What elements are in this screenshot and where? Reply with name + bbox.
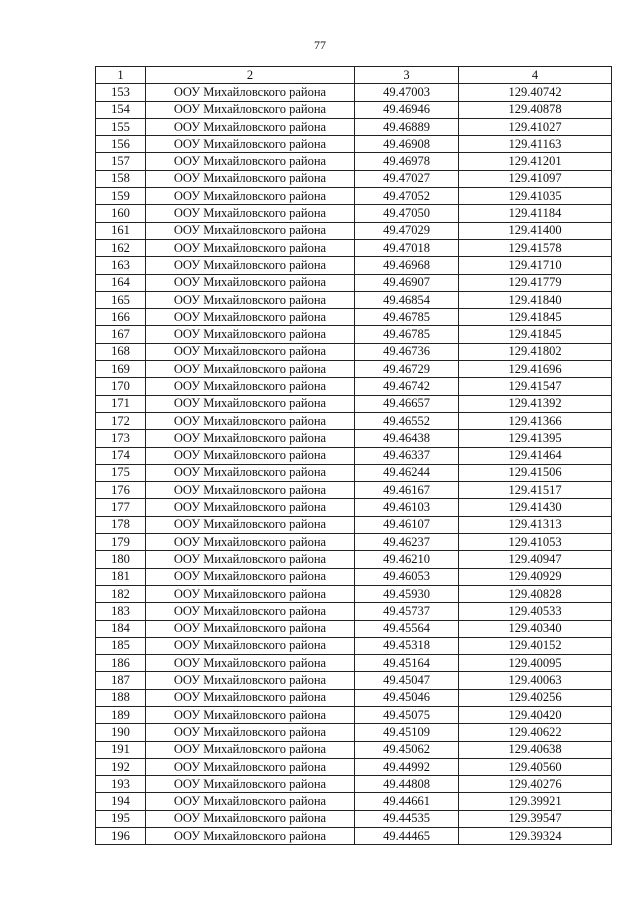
organization-cell: ООУ Михайловского района bbox=[146, 551, 355, 568]
table-row bbox=[96, 741, 612, 758]
header-cell-1: 1 bbox=[96, 67, 146, 84]
latitude-cell: 49.44992 bbox=[355, 758, 459, 775]
longitude-cell: 129.41517 bbox=[459, 482, 612, 499]
organization-cell: ООУ Михайловского района bbox=[146, 672, 355, 689]
longitude-cell: 129.41578 bbox=[459, 239, 612, 256]
longitude-cell: 129.40828 bbox=[459, 585, 612, 602]
row-number-cell: 184 bbox=[96, 620, 146, 637]
row-number-cell: 182 bbox=[96, 585, 146, 602]
table-row bbox=[96, 793, 612, 810]
latitude-cell: 49.46210 bbox=[355, 551, 459, 568]
latitude-cell: 49.46167 bbox=[355, 482, 459, 499]
latitude-cell: 49.45046 bbox=[355, 689, 459, 706]
table-row bbox=[96, 343, 612, 360]
row-number-cell: 178 bbox=[96, 516, 146, 533]
row-number-cell: 189 bbox=[96, 706, 146, 723]
organization-cell: ООУ Михайловского района bbox=[146, 118, 355, 135]
latitude-cell: 49.45164 bbox=[355, 655, 459, 672]
table-header-row bbox=[96, 67, 612, 84]
row-number-cell: 159 bbox=[96, 188, 146, 205]
organization-cell: ООУ Михайловского района bbox=[146, 205, 355, 222]
table-row bbox=[96, 568, 612, 585]
organization-cell: ООУ Михайловского района bbox=[146, 499, 355, 516]
longitude-cell: 129.41710 bbox=[459, 257, 612, 274]
table-row bbox=[96, 689, 612, 706]
page-number: 77 bbox=[314, 38, 326, 52]
table-row bbox=[96, 153, 612, 170]
longitude-cell: 129.41184 bbox=[459, 205, 612, 222]
organization-cell: ООУ Михайловского района bbox=[146, 343, 355, 360]
table-row bbox=[96, 655, 612, 672]
row-number-cell: 165 bbox=[96, 291, 146, 308]
latitude-cell: 49.46785 bbox=[355, 309, 459, 326]
organization-cell: ООУ Михайловского района bbox=[146, 620, 355, 637]
row-number-cell: 170 bbox=[96, 378, 146, 395]
longitude-cell: 129.39324 bbox=[459, 828, 612, 845]
longitude-cell: 129.41395 bbox=[459, 430, 612, 447]
table-row bbox=[96, 326, 612, 343]
latitude-cell: 49.47050 bbox=[355, 205, 459, 222]
table-row bbox=[96, 620, 612, 637]
organization-cell: ООУ Михайловского района bbox=[146, 101, 355, 118]
latitude-cell: 49.44535 bbox=[355, 810, 459, 827]
longitude-cell: 129.40878 bbox=[459, 101, 612, 118]
organization-cell: ООУ Михайловского района bbox=[146, 291, 355, 308]
header-cell-4: 4 bbox=[459, 67, 612, 84]
longitude-cell: 129.41840 bbox=[459, 291, 612, 308]
latitude-cell: 49.46742 bbox=[355, 378, 459, 395]
table-row bbox=[96, 101, 612, 118]
table-row bbox=[96, 672, 612, 689]
table-row bbox=[96, 464, 612, 481]
table-row bbox=[96, 724, 612, 741]
table-row bbox=[96, 603, 612, 620]
longitude-cell: 129.40095 bbox=[459, 655, 612, 672]
organization-cell: ООУ Михайловского района bbox=[146, 568, 355, 585]
row-number-cell: 188 bbox=[96, 689, 146, 706]
organization-cell: ООУ Михайловского района bbox=[146, 758, 355, 775]
latitude-cell: 49.46107 bbox=[355, 516, 459, 533]
organization-cell: ООУ Михайловского района bbox=[146, 776, 355, 793]
row-number-cell: 154 bbox=[96, 101, 146, 118]
organization-cell: ООУ Михайловского района bbox=[146, 810, 355, 827]
table-row bbox=[96, 810, 612, 827]
longitude-cell: 129.41696 bbox=[459, 361, 612, 378]
longitude-cell: 129.40742 bbox=[459, 84, 612, 101]
longitude-cell: 129.39547 bbox=[459, 810, 612, 827]
organization-cell: ООУ Михайловского района bbox=[146, 447, 355, 464]
table-row bbox=[96, 395, 612, 412]
table-row bbox=[96, 309, 612, 326]
row-number-cell: 177 bbox=[96, 499, 146, 516]
row-number-cell: 153 bbox=[96, 84, 146, 101]
organization-cell: ООУ Михайловского района bbox=[146, 222, 355, 239]
row-number-cell: 190 bbox=[96, 724, 146, 741]
organization-cell: ООУ Михайловского района bbox=[146, 828, 355, 845]
latitude-cell: 49.46657 bbox=[355, 395, 459, 412]
latitude-cell: 49.45737 bbox=[355, 603, 459, 620]
longitude-cell: 129.40929 bbox=[459, 568, 612, 585]
latitude-cell: 49.47029 bbox=[355, 222, 459, 239]
row-number-cell: 166 bbox=[96, 309, 146, 326]
organization-cell: ООУ Михайловского района bbox=[146, 637, 355, 654]
row-number-cell: 156 bbox=[96, 136, 146, 153]
organization-cell: ООУ Михайловского района bbox=[146, 136, 355, 153]
table-row bbox=[96, 239, 612, 256]
organization-cell: ООУ Михайловского района bbox=[146, 326, 355, 343]
longitude-cell: 129.41201 bbox=[459, 153, 612, 170]
organization-cell: ООУ Михайловского района bbox=[146, 257, 355, 274]
table-row bbox=[96, 291, 612, 308]
longitude-cell: 129.41400 bbox=[459, 222, 612, 239]
latitude-cell: 49.46438 bbox=[355, 430, 459, 447]
latitude-cell: 49.46552 bbox=[355, 412, 459, 429]
table-body bbox=[96, 84, 612, 845]
latitude-cell: 49.46103 bbox=[355, 499, 459, 516]
longitude-cell: 129.41163 bbox=[459, 136, 612, 153]
organization-cell: ООУ Михайловского района bbox=[146, 430, 355, 447]
organization-cell: ООУ Михайловского района bbox=[146, 378, 355, 395]
organization-cell: ООУ Михайловского района bbox=[146, 689, 355, 706]
table-row bbox=[96, 118, 612, 135]
organization-cell: ООУ Михайловского района bbox=[146, 603, 355, 620]
longitude-cell: 129.41027 bbox=[459, 118, 612, 135]
row-number-cell: 175 bbox=[96, 464, 146, 481]
organization-cell: ООУ Михайловского района bbox=[146, 585, 355, 602]
organization-cell: ООУ Михайловского района bbox=[146, 188, 355, 205]
row-number-cell: 173 bbox=[96, 430, 146, 447]
organization-cell: ООУ Михайловского района bbox=[146, 395, 355, 412]
row-number-cell: 195 bbox=[96, 810, 146, 827]
organization-cell: ООУ Михайловского района bbox=[146, 239, 355, 256]
organization-cell: ООУ Михайловского района bbox=[146, 706, 355, 723]
latitude-cell: 49.46244 bbox=[355, 464, 459, 481]
row-number-cell: 194 bbox=[96, 793, 146, 810]
organization-cell: ООУ Михайловского района bbox=[146, 274, 355, 291]
organization-cell: ООУ Михайловского района bbox=[146, 516, 355, 533]
row-number-cell: 174 bbox=[96, 447, 146, 464]
latitude-cell: 49.46736 bbox=[355, 343, 459, 360]
row-number-cell: 179 bbox=[96, 534, 146, 551]
latitude-cell: 49.44661 bbox=[355, 793, 459, 810]
organization-cell: ООУ Михайловского района bbox=[146, 170, 355, 187]
row-number-cell: 186 bbox=[96, 655, 146, 672]
organization-cell: ООУ Михайловского района bbox=[146, 724, 355, 741]
table-row bbox=[96, 222, 612, 239]
latitude-cell: 49.46729 bbox=[355, 361, 459, 378]
row-number-cell: 196 bbox=[96, 828, 146, 845]
organization-cell: ООУ Михайловского района bbox=[146, 153, 355, 170]
latitude-cell: 49.46785 bbox=[355, 326, 459, 343]
longitude-cell: 129.41430 bbox=[459, 499, 612, 516]
table-row bbox=[96, 637, 612, 654]
organization-cell: ООУ Михайловского района bbox=[146, 464, 355, 481]
longitude-cell: 129.40622 bbox=[459, 724, 612, 741]
organization-cell: ООУ Михайловского района bbox=[146, 655, 355, 672]
row-number-cell: 176 bbox=[96, 482, 146, 499]
latitude-cell: 49.46907 bbox=[355, 274, 459, 291]
organization-cell: ООУ Михайловского района bbox=[146, 361, 355, 378]
longitude-cell: 129.41845 bbox=[459, 326, 612, 343]
row-number-cell: 185 bbox=[96, 637, 146, 654]
row-number-cell: 191 bbox=[96, 741, 146, 758]
longitude-cell: 129.41392 bbox=[459, 395, 612, 412]
row-number-cell: 193 bbox=[96, 776, 146, 793]
latitude-cell: 49.46337 bbox=[355, 447, 459, 464]
table-row bbox=[96, 828, 612, 845]
longitude-cell: 129.40276 bbox=[459, 776, 612, 793]
row-number-cell: 163 bbox=[96, 257, 146, 274]
latitude-cell: 49.47003 bbox=[355, 84, 459, 101]
row-number-cell: 192 bbox=[96, 758, 146, 775]
longitude-cell: 129.41366 bbox=[459, 412, 612, 429]
table-row bbox=[96, 499, 612, 516]
row-number-cell: 180 bbox=[96, 551, 146, 568]
organization-cell: ООУ Михайловского района bbox=[146, 793, 355, 810]
row-number-cell: 157 bbox=[96, 153, 146, 170]
table-row bbox=[96, 274, 612, 291]
latitude-cell: 49.47052 bbox=[355, 188, 459, 205]
longitude-cell: 129.41464 bbox=[459, 447, 612, 464]
latitude-cell: 49.45047 bbox=[355, 672, 459, 689]
longitude-cell: 129.40256 bbox=[459, 689, 612, 706]
latitude-cell: 49.45062 bbox=[355, 741, 459, 758]
longitude-cell: 129.40533 bbox=[459, 603, 612, 620]
row-number-cell: 164 bbox=[96, 274, 146, 291]
row-number-cell: 160 bbox=[96, 205, 146, 222]
table-row bbox=[96, 551, 612, 568]
longitude-cell: 129.40420 bbox=[459, 706, 612, 723]
organization-cell: ООУ Михайловского района bbox=[146, 412, 355, 429]
table-row bbox=[96, 706, 612, 723]
coordinates-table bbox=[95, 66, 612, 845]
table-row bbox=[96, 205, 612, 222]
table-row bbox=[96, 758, 612, 775]
table-row bbox=[96, 361, 612, 378]
row-number-cell: 155 bbox=[96, 118, 146, 135]
row-number-cell: 162 bbox=[96, 239, 146, 256]
longitude-cell: 129.41506 bbox=[459, 464, 612, 481]
row-number-cell: 168 bbox=[96, 343, 146, 360]
latitude-cell: 49.45075 bbox=[355, 706, 459, 723]
row-number-cell: 161 bbox=[96, 222, 146, 239]
table-row bbox=[96, 516, 612, 533]
longitude-cell: 129.40063 bbox=[459, 672, 612, 689]
table-row bbox=[96, 257, 612, 274]
latitude-cell: 49.46968 bbox=[355, 257, 459, 274]
longitude-cell: 129.40560 bbox=[459, 758, 612, 775]
longitude-cell: 129.41097 bbox=[459, 170, 612, 187]
latitude-cell: 49.45318 bbox=[355, 637, 459, 654]
table-row bbox=[96, 447, 612, 464]
longitude-cell: 129.41035 bbox=[459, 188, 612, 205]
table-row bbox=[96, 776, 612, 793]
latitude-cell: 49.46053 bbox=[355, 568, 459, 585]
latitude-cell: 49.47018 bbox=[355, 239, 459, 256]
row-number-cell: 172 bbox=[96, 412, 146, 429]
row-number-cell: 169 bbox=[96, 361, 146, 378]
longitude-cell: 129.40152 bbox=[459, 637, 612, 654]
header-cell-2: 2 bbox=[146, 67, 355, 84]
header-cell-3: 3 bbox=[355, 67, 459, 84]
table-row bbox=[96, 136, 612, 153]
row-number-cell: 183 bbox=[96, 603, 146, 620]
latitude-cell: 49.46854 bbox=[355, 291, 459, 308]
organization-cell: ООУ Михайловского района bbox=[146, 84, 355, 101]
latitude-cell: 49.45930 bbox=[355, 585, 459, 602]
latitude-cell: 49.46908 bbox=[355, 136, 459, 153]
longitude-cell: 129.39921 bbox=[459, 793, 612, 810]
longitude-cell: 129.41053 bbox=[459, 534, 612, 551]
row-number-cell: 171 bbox=[96, 395, 146, 412]
organization-cell: ООУ Михайловского района bbox=[146, 534, 355, 551]
longitude-cell: 129.41313 bbox=[459, 516, 612, 533]
latitude-cell: 49.45109 bbox=[355, 724, 459, 741]
longitude-cell: 129.41547 bbox=[459, 378, 612, 395]
row-number-cell: 158 bbox=[96, 170, 146, 187]
latitude-cell: 49.46237 bbox=[355, 534, 459, 551]
latitude-cell: 49.46889 bbox=[355, 118, 459, 135]
longitude-cell: 129.40638 bbox=[459, 741, 612, 758]
latitude-cell: 49.44808 bbox=[355, 776, 459, 793]
organization-cell: ООУ Михайловского района bbox=[146, 482, 355, 499]
longitude-cell: 129.41802 bbox=[459, 343, 612, 360]
longitude-cell: 129.40340 bbox=[459, 620, 612, 637]
table-row bbox=[96, 188, 612, 205]
table-row bbox=[96, 378, 612, 395]
latitude-cell: 49.45564 bbox=[355, 620, 459, 637]
latitude-cell: 49.47027 bbox=[355, 170, 459, 187]
table-row bbox=[96, 482, 612, 499]
table-row bbox=[96, 534, 612, 551]
longitude-cell: 129.40947 bbox=[459, 551, 612, 568]
table-row bbox=[96, 585, 612, 602]
table-row bbox=[96, 412, 612, 429]
organization-cell: ООУ Михайловского района bbox=[146, 741, 355, 758]
table-row bbox=[96, 84, 612, 101]
row-number-cell: 187 bbox=[96, 672, 146, 689]
table-row bbox=[96, 430, 612, 447]
organization-cell: ООУ Михайловского района bbox=[146, 309, 355, 326]
longitude-cell: 129.41845 bbox=[459, 309, 612, 326]
longitude-cell: 129.41779 bbox=[459, 274, 612, 291]
latitude-cell: 49.44465 bbox=[355, 828, 459, 845]
latitude-cell: 49.46978 bbox=[355, 153, 459, 170]
row-number-cell: 167 bbox=[96, 326, 146, 343]
latitude-cell: 49.46946 bbox=[355, 101, 459, 118]
table-row bbox=[96, 170, 612, 187]
row-number-cell: 181 bbox=[96, 568, 146, 585]
